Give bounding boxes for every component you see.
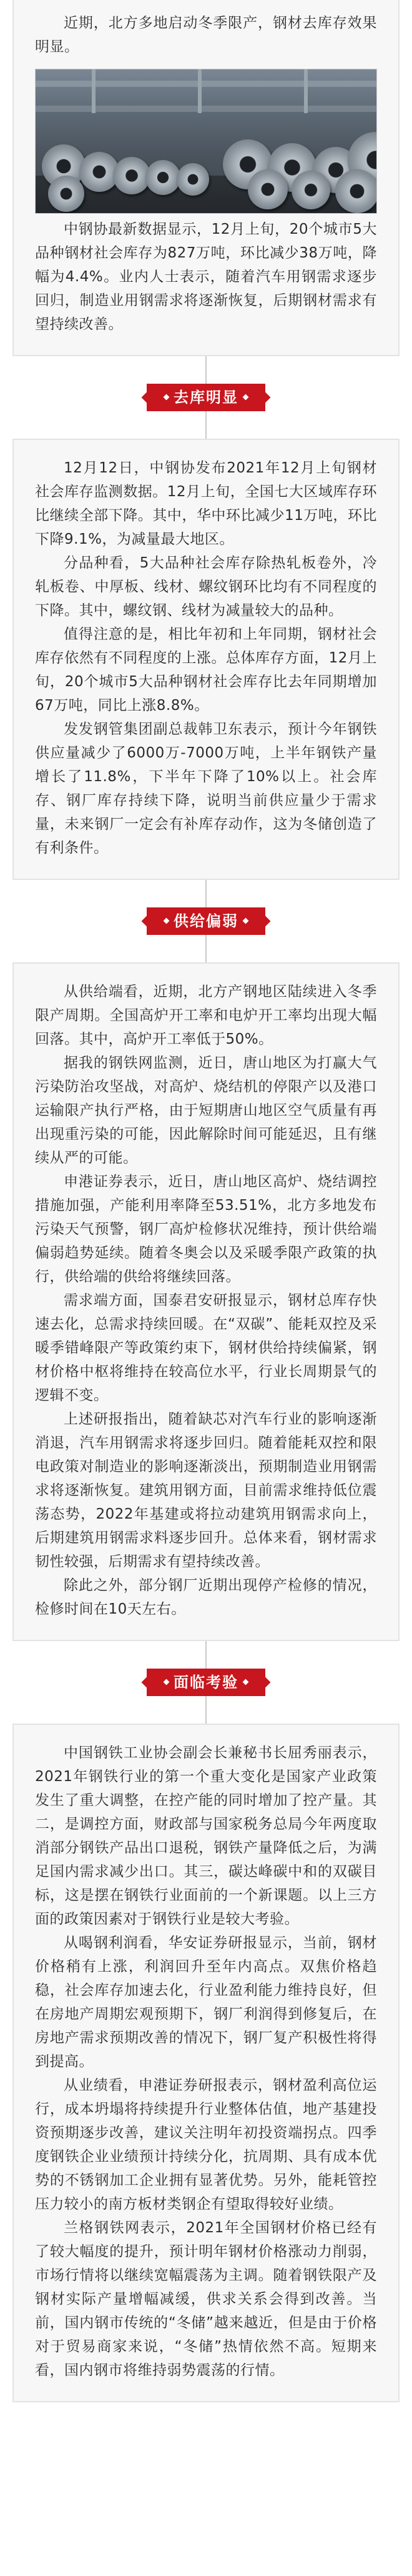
steel-coil <box>145 160 180 195</box>
section-paragraph: 12月12日，中钢协发布2021年12月上旬钢材社会库存监测数据。12月上旬，全国七大区域库存环比继续全部下降。其中，华中环比减少11万吨，环比下降9.1%，为减量最大地区。 <box>35 460 377 547</box>
steel-coil <box>248 169 288 209</box>
section-title: 去库明显 <box>174 389 238 406</box>
diamond-icon <box>243 394 249 400</box>
section-paragraph: 申港证券表示，近日，唐山地区高炉、烧结调控措施加强，产能利用率降至53.51%，北方多地发布污染天气预警，钢厂高炉检修状况维持，预计供给端偏弱趋势延续。随着冬奥会以及采暖季限产政策的执行，供给端的供给将继续回落。 <box>35 1174 377 1285</box>
page-bottom-spacer <box>0 2402 412 2421</box>
section-paragraph: 除此之外，部分钢厂近期出现停产检修的情况，检修时间在10天左右。 <box>35 1577 377 1617</box>
section-paragraph: 据我的钢铁网监测，近日，唐山地区为打赢大气污染防治攻坚战，对高炉、烧结机的停限产以及港口运输限产执行严格，由于短期唐山地区空气质量有再出现重污染的可能，因此解除时间可能延迟，且有继续从严的可能。 <box>35 1055 377 1166</box>
section-paragraph: 从喝钢利润看，华安证券研报显示，当前，钢材价格稍有上涨，利润回升至年内高点。双焦价格趋稳，社会库存加速去化，行业盈利能力维持良好，但在房地产周期宏观预期下，钢厂利润得到修复后，在房地产需求预期改善的情况下，钢厂复产积极性将得到提高。 <box>35 1935 377 2070</box>
steel-coil <box>113 157 150 194</box>
section-title: 面临考验 <box>174 1674 238 1691</box>
section-paragraph: 中国钢铁工业协会副会长兼秘书长屈秀丽表示，2021年钢铁行业的第一个重大变化是国家产业政策发生了重大调整，在控产能的同时增加了控产量。其二，是调控方面，财政部与国家税务总局今年两度取消部分钢铁产品出口退税，钢铁产量降低之后，为满足国内需求减少出口。其三，碳达峰碳中和的双碳目标，这是摆在钢铁行业面前的一个新课题。以上三方面的政策因素对于钢铁行业是较大考验。 <box>35 1745 377 1927</box>
section-paragraph: 从供给端看，近期，北方产钢地区陆续进入冬季限产周期。全国高炉开工率和电炉开工率均出现大幅回落。其中，高炉开工率低于50%。 <box>35 984 377 1047</box>
steel-coil <box>48 176 84 212</box>
section-paragraph: 上述研报指出，随着缺芯对汽车行业的影响逐渐消退，汽车用钢需求将逐步回归。随着能耗双控和限电政策对制造业的影响逐渐淡出，预期制造业用钢需求将逐渐恢复。建筑用钢方面，目前需求维持低位震荡态势，2022年基建或将拉动建筑用钢需求向上，后期建筑用钢需求料逐步回升。总体来看，钢材需求韧性较强，后期需求有望持续改善。 <box>35 1411 377 1570</box>
intro-paragraph: 近期，北方多地启动冬季限产，钢材去库存效果明显。 <box>35 15 377 55</box>
crane-beam <box>36 106 376 112</box>
section-panel-destock <box>12 439 400 880</box>
section-paragraph: 分品种看，5大品种社会库存除热轧板卷外，冷轧板卷、中厚板、线材、螺纹钢环比均有不同程度的下降。其中，螺纹钢、线材为减量较大的品种。 <box>35 555 377 619</box>
section-heading <box>12 356 400 439</box>
section-paragraph: 从业绩看，申港证券研报表示，钢材盈利高位运行，成本坍塌将持续提升行业整体估值，地产基建投资预期逐步改善，建议关注明年初投资端拐点。四季度钢铁企业业绩预计持续分化，抗周期、具有成本优势的不锈钢加工企业拥有显著优势。另外，能耗管控压力较小的南方板材类钢企有望取得较好业绩。 <box>35 2077 377 2212</box>
truss-column <box>92 69 96 113</box>
section-title-badge <box>147 384 265 411</box>
section-panel-challenge <box>12 1724 400 2402</box>
steel-coil <box>177 163 209 196</box>
diamond-icon <box>243 1679 249 1685</box>
intro-panel <box>12 0 400 356</box>
section-heading <box>12 880 400 962</box>
section-paragraph: 需求端方面，国泰君安研报显示，钢材总库存快速去化，总需求持续回暖。在“双碳”、能耗双控及采暖季错峰限产等政策约束下，钢材供给持续偏紧，钢材价格中枢将维持在较高位水平，行业长周期景气的逻辑不变。 <box>35 1292 377 1404</box>
section-paragraph: 兰格钢铁网表示，2021年全国钢材价格已经有了较大幅度的提升，预计明年钢材价格涨动力削弱，市场行情将以继续宽幅震荡为主调。随着钢铁限产及钢材实际产量增幅减缓，供求关系会得到改善。当前，国内钢市传统的“冬储”越来越近，但是由于价格对于贸易商家来说，“冬储”热情依然不高。短期来看，国内钢市将维持弱势震荡的行情。 <box>35 2220 377 2379</box>
diamond-icon <box>164 1679 170 1685</box>
steel-coil <box>335 169 377 213</box>
section-title-badge <box>147 1669 265 1696</box>
diamond-icon <box>164 917 170 924</box>
steel-warehouse-photo <box>35 69 377 214</box>
section-heading <box>12 1641 400 1724</box>
intro-paragraph: 中钢协最新数据显示，12月上旬，20个城市5大品种钢材社会库存为827万吨，环比减少38万吨，降幅为4.4%。业内人士表示，随着汽车用钢需求逐步回归，制造业用钢需求将逐渐恢复，后期钢材需求有望持续改善。 <box>35 221 377 332</box>
section-title: 供给偏弱 <box>174 912 238 930</box>
section-title-badge <box>147 907 265 935</box>
section-paragraph: 值得注意的是，相比年初和上年同期，钢材社会库存依然有不同程度的上涨。总体库存方面，12月上旬，20个城市5大品种钢材社会库存比去年同期增加67万吨，同比上涨8.8%。 <box>35 626 377 714</box>
diamond-icon <box>164 394 170 400</box>
truss-column <box>304 69 308 113</box>
truss-column <box>198 69 202 113</box>
crane-beam <box>36 81 376 87</box>
section-paragraph: 发发钢管集团副总裁韩卫东表示，预计今年钢铁供应量减少了6000万-7000万吨，上半年钢铁产量增长了11.8%，下半年下降了10%以上。社会库存、钢厂库存持续下降，说明当前供应量少于需求量，未来钢厂一定会有补库存动作，这为冬储创造了有利条件。 <box>35 721 377 856</box>
section-panel-supply <box>12 962 400 1641</box>
steel-coil <box>292 171 330 209</box>
diamond-icon <box>243 917 249 924</box>
